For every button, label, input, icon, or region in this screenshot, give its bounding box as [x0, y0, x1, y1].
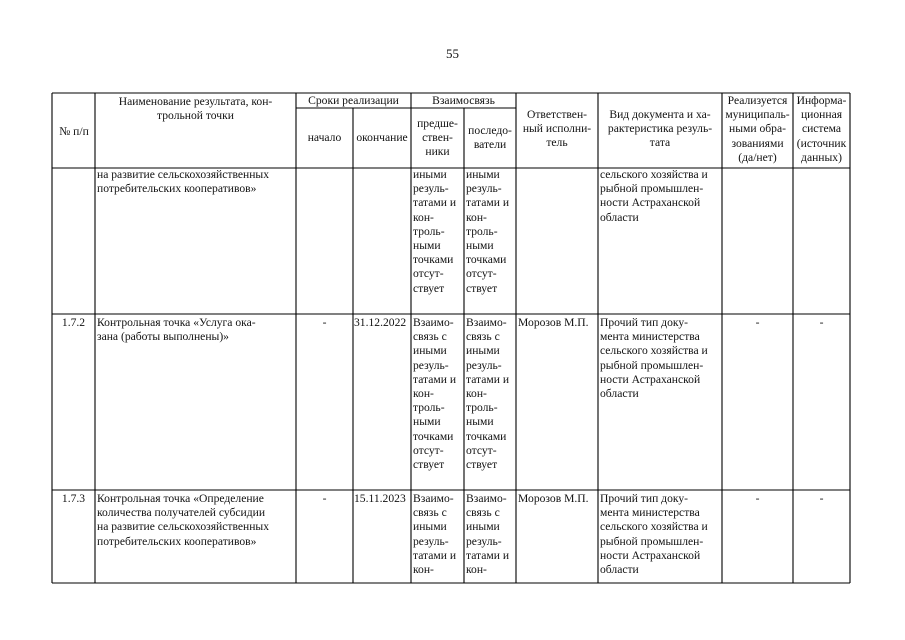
header-municipal-line: Реализуется: [727, 94, 788, 107]
row1-end: 31.12.2022: [354, 316, 407, 329]
row0-pred-line: ными: [413, 239, 441, 253]
header-info-line: ционная: [800, 108, 843, 122]
row2-info: -: [819, 492, 824, 505]
row0-doc-line: ности Астраханской: [600, 196, 701, 210]
row0-succ-line: татами и: [466, 196, 510, 210]
row1-succ: [466, 316, 516, 472]
row1-doc-line: мента министерства: [600, 330, 700, 344]
row0-doc: [600, 168, 721, 225]
row1-pred-line: ными: [413, 415, 441, 429]
row1-name-line: зана (работы выполнены)»: [97, 330, 229, 344]
header-municipal-line: (да/нет): [738, 150, 777, 164]
header-info: [793, 94, 850, 165]
row0-pred: [413, 168, 464, 296]
row2-municipal: -: [755, 492, 760, 505]
row2-succ-line: иными: [466, 520, 500, 534]
row1-pred-line: точками: [413, 429, 454, 443]
row2-name-line: Контрольная точка «Определение: [97, 492, 264, 505]
row0-pred-line: кон-: [413, 210, 434, 224]
header-municipal-line: ными обра-: [729, 122, 786, 136]
row0-succ-line: отсут-: [466, 267, 497, 281]
header-pred-line: ники: [425, 145, 450, 159]
row2-name: [97, 492, 295, 549]
row1-doc-line: области: [600, 387, 639, 401]
row0-succ-line: иными: [466, 168, 500, 181]
header-doc-line: рактеристика резуль-: [607, 122, 713, 136]
row1-succ-line: ствует: [466, 458, 498, 472]
row2-name-line: количества получателей субсидии: [97, 506, 266, 520]
row1-succ-line: точками: [466, 429, 507, 443]
header-name-line: трольной точки: [157, 109, 234, 123]
row1-pred-line: иными: [413, 344, 447, 358]
row2-pred-line: Взаимо-: [413, 492, 454, 505]
row1-succ-line: резуль-: [466, 358, 502, 372]
row2-succ-line: татами и: [466, 548, 510, 562]
header-exec-line: Ответствен-: [526, 108, 588, 121]
header-pred-line: предше-: [417, 117, 458, 130]
row2-pred-line: связь с: [413, 506, 447, 520]
header-succ-line: последо-: [468, 124, 512, 137]
row0-name: [97, 168, 295, 196]
row2-succ: [466, 492, 516, 577]
row0-doc-line: области: [600, 210, 639, 224]
page-number: 55: [446, 46, 459, 61]
row0-succ-line: троль-: [466, 224, 498, 238]
row0-pred-line: точками: [413, 253, 454, 267]
row2-name-line: потребительских кооперативов»: [97, 534, 257, 548]
row0-succ-line: ными: [466, 239, 494, 253]
row1-pred-line: троль-: [413, 401, 445, 415]
header-name: [97, 95, 294, 123]
header-end: окончание: [356, 131, 408, 144]
row2-doc-line: мента министерства: [600, 506, 700, 520]
row1-pred-line: татами и: [413, 372, 457, 386]
header-succ: [464, 124, 516, 152]
row2-doc-line: сельского хозяйства и: [600, 520, 708, 534]
header-doc-line: тата: [649, 136, 671, 150]
row1-name-line: Контрольная точка «Услуга ока-: [97, 316, 256, 329]
row2-num: 1.7.3: [61, 492, 86, 505]
row1-succ-line: Взаимо-: [466, 316, 507, 329]
header-info-line: Информа-: [796, 94, 847, 107]
row2-succ-line: Взаимо-: [466, 492, 507, 505]
header-municipal-line: зованиями: [731, 136, 784, 150]
row2-pred: [413, 492, 464, 577]
row1-doc: [600, 316, 721, 401]
row1-succ-line: иными: [466, 344, 500, 358]
row1-doc-line: рыбной промышлен-: [600, 358, 704, 372]
row2-succ-line: связь с: [466, 506, 500, 520]
row2-succ-line: кон-: [466, 563, 487, 577]
header-start: начало: [307, 131, 342, 144]
row2-pred-line: иными: [413, 520, 447, 534]
row2-pred-line: кон-: [413, 563, 434, 577]
header-exec: [516, 108, 598, 151]
header-pred-line: ствен-: [422, 131, 453, 145]
row1-num: 1.7.2: [61, 316, 86, 329]
header-municipal-line: муниципаль-: [725, 108, 790, 122]
row1-pred-line: отсут-: [413, 443, 444, 457]
row0-pred-line: троль-: [413, 224, 445, 238]
row0-name-line: потребительских кооперативов»: [97, 182, 257, 196]
row2-succ-line: резуль-: [466, 534, 502, 548]
row0-succ-line: ствует: [466, 281, 498, 295]
row1-pred: [413, 316, 464, 472]
row2-pred-line: резуль-: [413, 534, 449, 548]
row1-municipal: -: [755, 316, 760, 329]
header-info-line: система: [801, 122, 842, 136]
header-name-line: Наименование результата, кон-: [118, 95, 273, 108]
row0-pred-line: иными: [413, 168, 447, 181]
row0-succ: [466, 168, 516, 296]
row0-pred-line: отсут-: [413, 267, 444, 281]
row2-doc-line: Прочий тип доку-: [600, 492, 689, 505]
row1-doc-line: Прочий тип доку-: [600, 316, 689, 329]
row2-doc-line: рыбной промышлен-: [600, 534, 704, 548]
row0-doc-line: сельского хозяйства и: [600, 168, 708, 181]
row1-succ-line: связь с: [466, 330, 500, 344]
row1-succ-line: троль-: [466, 401, 498, 415]
header-doc: [598, 108, 722, 151]
header-relation: Взаимосвязь: [432, 94, 495, 107]
header-exec-line: тель: [546, 136, 568, 150]
row0-pred-line: резуль-: [413, 182, 449, 196]
header-pred: [411, 117, 464, 160]
header-doc-line: Вид документа и ха-: [609, 108, 711, 121]
row1-succ-line: татами и: [466, 372, 510, 386]
row1-doc-line: ности Астраханской: [600, 372, 701, 386]
row1-succ-line: отсут-: [466, 443, 497, 457]
row2-doc-line: ности Астраханской: [600, 548, 701, 562]
row1-pred-line: ствует: [413, 458, 445, 472]
header-info-line: данных): [801, 150, 842, 164]
row1-start: -: [322, 316, 327, 329]
row1-pred-line: связь с: [413, 330, 447, 344]
row1-succ-line: ными: [466, 415, 494, 429]
row0-succ-line: резуль-: [466, 182, 502, 196]
row2-exec: Морозов М.П.: [518, 492, 589, 505]
row2-end: 15.11.2023: [354, 492, 406, 505]
header-exec-line: ный исполни-: [522, 122, 592, 136]
header-num: № п/п: [59, 125, 89, 138]
row2-start: -: [322, 492, 327, 505]
row0-succ-line: кон-: [466, 210, 487, 224]
row1-pred-line: Взаимо-: [413, 316, 454, 329]
header-info-line: (источник: [796, 136, 847, 150]
row1-pred-line: резуль-: [413, 358, 449, 372]
row1-doc-line: сельского хозяйства и: [600, 344, 708, 358]
row1-pred-line: кон-: [413, 387, 434, 401]
row0-pred-line: татами и: [413, 196, 457, 210]
row0-name-line: на развитие сельскохозяйственных: [97, 168, 269, 181]
row0-succ-line: точками: [466, 253, 507, 267]
row1-name: [97, 316, 295, 344]
row2-pred-line: татами и: [413, 548, 457, 562]
header-municipal: [722, 94, 793, 165]
row2-doc-line: области: [600, 563, 639, 577]
row2-doc: [600, 492, 721, 577]
row1-exec: Морозов М.П.: [518, 316, 589, 329]
header-terms: Сроки реализации: [308, 94, 399, 107]
row0-doc-line: рыбной промышлен-: [600, 182, 704, 196]
row1-info: -: [819, 316, 824, 329]
header-succ-line: ватели: [473, 138, 507, 152]
row1-succ-line: кон-: [466, 387, 487, 401]
row2-name-line: на развитие сельскохозяйственных: [97, 520, 269, 534]
row0-pred-line: ствует: [413, 281, 445, 295]
